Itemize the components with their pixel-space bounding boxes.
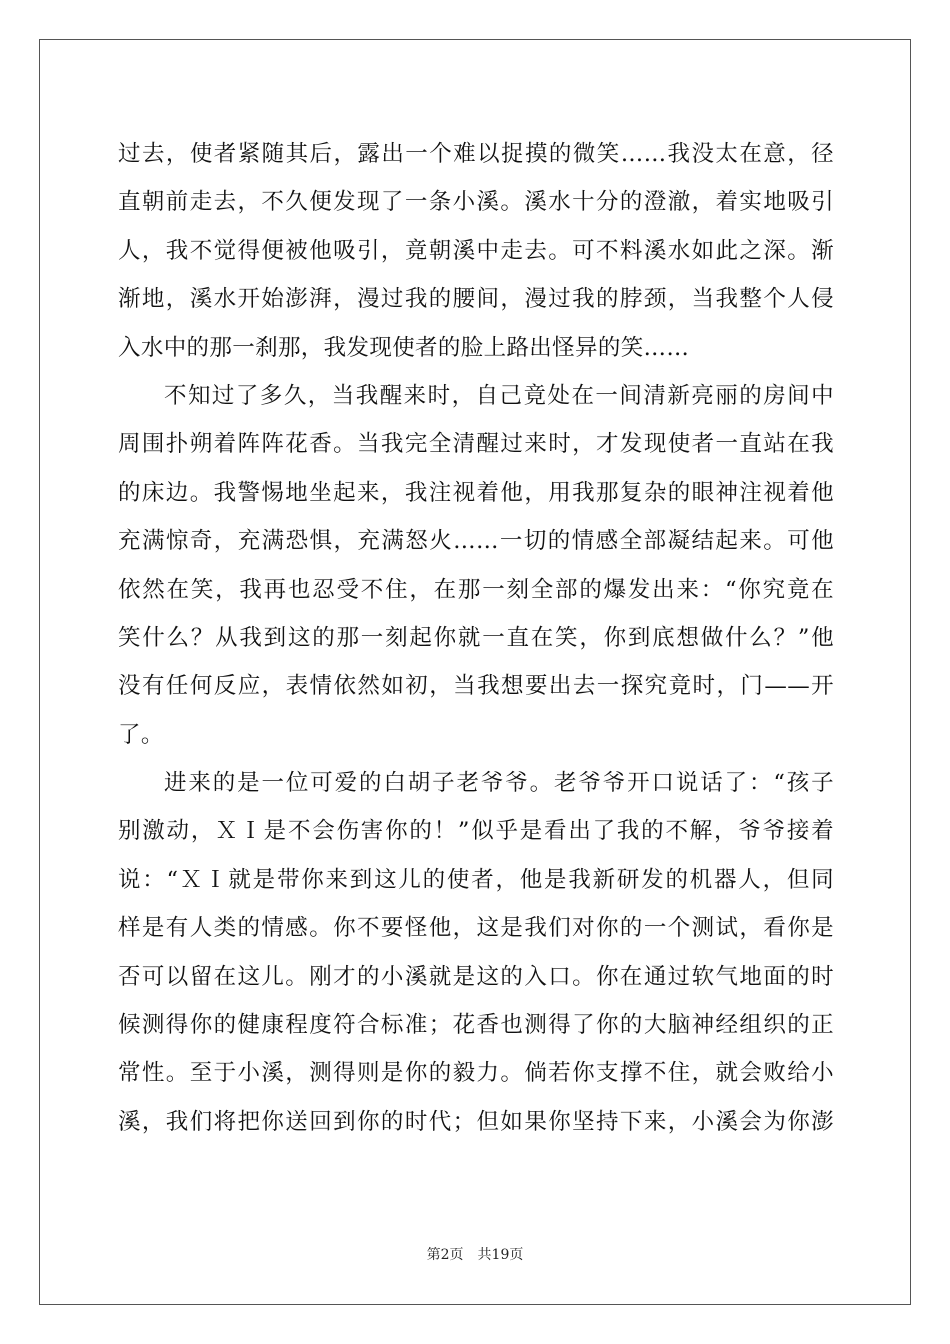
text-line: 没有任何反应，表情依然如初，当我想要出去一探究竟时，门——开 [118, 673, 834, 700]
text-line: 别激动，ＸＩ是不会伤害你的！”似乎是看出了我的不解，爷爷接着 [118, 818, 834, 845]
text-line: 了。 [118, 721, 164, 748]
text-line: 否可以留在这儿。刚才的小溪就是这的入口。你在通过软气地面的时 [118, 963, 834, 990]
text-line: 样是有人类的情感。你不要怪他，这是我们对你的一个测试，看你是 [118, 915, 834, 942]
text-line: 过去，使者紧随其后，露出一个难以捉摸的微笑……我没太在意，径 [118, 141, 834, 167]
text-line: 充满惊奇，充满恐惧，充满怒火……一切的情感全部凝结起来。可他 [118, 528, 834, 555]
text-line: 常性。至于小溪，测得则是你的毅力。倘若你支撑不住，就会败给小 [118, 1060, 834, 1087]
text-line: 入水中的那一刹那，我发现使者的脸上路出怪异的笑…… [118, 334, 690, 361]
text-line: 渐地，溪水开始澎湃，漫过我的腰间，漫过我的脖颈，当我整个人侵 [118, 286, 834, 313]
text-line: 依然在笑，我再也忍受不住，在那一刻全部的爆发出来：“你究竟在 [118, 576, 834, 603]
text-line: 候测得你的健康程度符合标准；花香也测得了你的大脑神经组织的正 [118, 1012, 834, 1039]
text-line: 溪，我们将把你送回到你的时代；但如果你坚持下来，小溪会为你澎 [118, 1108, 834, 1135]
text-line: 周围扑朔着阵阵花香。当我完全清醒过来时，才发现使者一直站在我 [118, 431, 834, 458]
text-line: 说：“ＸＩ就是带你来到这儿的使者，他是我新研发的机器人，但同 [118, 866, 834, 893]
text-line: 进来的是一位可爱的白胡子老爷爷。老爷爷开口说话了：“孩子 [164, 770, 834, 797]
document-body [118, 130, 834, 1146]
text-line: 的床边。我警惕地坐起来，我注视着他，用我那复杂的眼神注视着他 [118, 479, 834, 506]
text-line: 直朝前走去，不久便发现了一条小溪。溪水十分的澄澈，着实地吸引 [118, 189, 834, 216]
text-line: 笑什么？从我到这的那一刻起你就一直在笑，你到底想做什么？”他 [118, 624, 834, 651]
page-footer [0, 1244, 950, 1264]
page-number: 第2页 [426, 1247, 464, 1263]
text-line: 不知过了多久，当我醒来时，自己竟处在一间清新亮丽的房间中 [164, 382, 834, 409]
text-line: 人，我不觉得便被他吸引，竟朝溪中走去。可不料溪水如此之深。渐 [118, 237, 834, 264]
page-total: 共19页 [477, 1247, 524, 1263]
